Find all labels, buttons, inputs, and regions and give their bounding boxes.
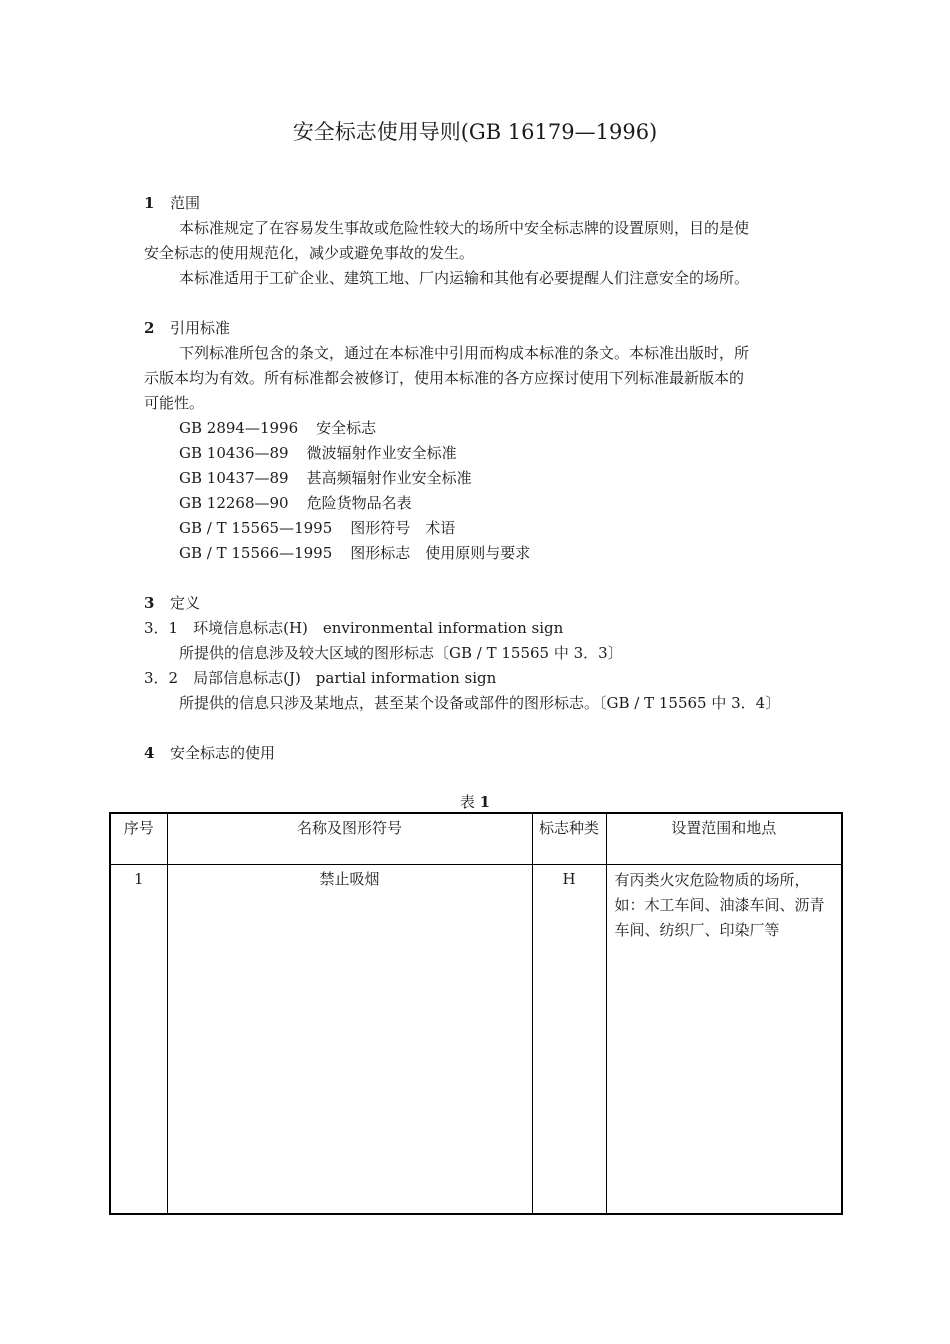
section-title: 定义 <box>170 594 201 612</box>
reference-item <box>179 493 412 513</box>
sign-usage-table <box>109 812 843 1215</box>
cell-name: 禁止吸烟 <box>167 865 532 1215</box>
page-title: 安全标志使用导则(GB 16179—1996) <box>292 120 658 144</box>
table-caption-prefix: 表 <box>459 793 475 811</box>
section-1-heading <box>144 193 200 213</box>
reference-item <box>179 443 457 463</box>
reference-item <box>179 518 455 538</box>
reference-title: 危险货物品名表 <box>306 494 412 512</box>
paragraph-line: 本标准规定了在容易发生事故或危险性较大的场所中安全标志牌的设置原则，目的是使 <box>179 219 750 237</box>
cell-type: H <box>532 865 606 1215</box>
reference-title: 甚高频辐射作业安全标准 <box>306 469 472 487</box>
paragraph-line: 可能性。 <box>144 394 205 412</box>
cell-seq: 1 <box>110 865 167 1215</box>
table-header-row <box>110 813 842 865</box>
table-row <box>110 865 842 1215</box>
reference-title: 图形符号 术语 <box>350 519 456 537</box>
header-name: 名称及图形符号 <box>167 813 532 865</box>
reference-code: GB / T 15565—1995 <box>179 519 333 537</box>
reference-item <box>179 468 472 488</box>
header-location: 设置范围和地点 <box>606 813 842 865</box>
section-title: 范围 <box>170 194 201 212</box>
reference-code: GB 10437—89 <box>179 469 289 487</box>
reference-title: 安全标志 <box>316 419 377 437</box>
section-2-heading <box>144 318 230 338</box>
paragraph-line: 安全标志的使用规范化，减少或避免事故的发生。 <box>144 244 475 262</box>
table-caption <box>0 792 950 812</box>
header-seq: 序号 <box>110 813 167 865</box>
paragraph-line: 下列标准所包含的条文，通过在本标准中引用而构成本标准的条文。本标准出版时，所 <box>179 344 750 362</box>
reference-code: GB 2894—1996 <box>179 419 299 437</box>
section-number: 2 <box>144 319 155 337</box>
paragraph-line: 本标准适用于工矿企业、建筑工地、厂内运输和其他有必要提醒人们注意安全的场所。 <box>179 269 750 287</box>
header-type: 标志种类 <box>532 813 606 865</box>
section-4-heading <box>144 743 275 763</box>
section-number: 1 <box>144 194 155 212</box>
cell-location: 有丙类火灾危险物质的场所，如：木工车间、油漆车间、沥青车间、纺织厂、印染厂等 <box>606 865 842 1215</box>
reference-item <box>179 418 376 438</box>
section-3-heading <box>144 593 200 613</box>
section-number: 4 <box>144 744 155 762</box>
reference-code: GB / T 15566—1995 <box>179 544 333 562</box>
reference-item <box>179 543 530 563</box>
definition-body: 所提供的信息只涉及某地点，甚至某个设备或部件的图形标志。〔GB / T 15565 中 3．4〕 <box>179 694 781 712</box>
reference-code: GB 10436—89 <box>179 444 289 462</box>
definition-body: 所提供的信息涉及较大区域的图形标志〔GB / T 15565 中 3．3〕 <box>179 644 623 662</box>
reference-code: GB 12268—90 <box>179 494 289 512</box>
section-number: 3 <box>144 594 155 612</box>
section-title: 安全标志的使用 <box>170 744 276 762</box>
definition-heading: 3．1 环境信息标志(H) environmental information sign <box>144 619 564 637</box>
section-title: 引用标准 <box>170 319 231 337</box>
paragraph-line: 示版本均为有效。所有标准都会被修订，使用本标准的各方应探讨使用下列标准最新版本的 <box>144 369 745 387</box>
definition-heading: 3．2 局部信息标志(J) partial information sign <box>144 669 497 687</box>
reference-title: 微波辐射作业安全标准 <box>306 444 457 462</box>
table-caption-number: 1 <box>479 793 491 811</box>
reference-title: 图形标志 使用原则与要求 <box>350 544 531 562</box>
